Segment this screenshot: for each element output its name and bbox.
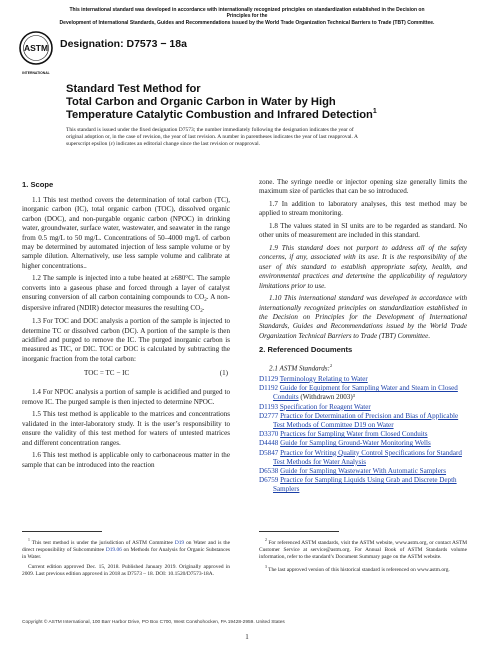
paragraph-1-1: 1.1 This test method covers the determination of total carbon (TC), inorganic carbon (IC), total organic carbon (TOC), dissolved organic carbon (DOC), and non-purgable organic carbon (NPOC) in drinking water, groundwater, surface water, wastewater, and seawater in the range from 0.5 mg/L to 50 mg/L. Concentrations of 50–4000 mg/L of carbon may be determined by automated injection of less sample volume or by sample dilution. Alternatively, use less sample volume and calibrate at higher concentrations..	[22, 196, 230, 270]
designation-note-line-3: superscript epsilon (ε) indicates an editorial change since the last revision or reapproval.	[66, 141, 260, 148]
footnote-divider	[22, 531, 102, 532]
standard-code[interactable]: D6538	[259, 467, 279, 476]
co2-subscript: 2	[200, 308, 203, 314]
footnote-marker: 1	[28, 538, 30, 542]
footnote-1-text-c: on Methods for Analysis for Organic Substances in Water.	[22, 546, 230, 560]
paragraph-1-5: 1.5 This test method is applicable to the matrices and concentrations validated in the inter-laboratory study. It is the user’s responsibility to ensure the validity of this test method for waters of untested matrices and different concentration ranges.	[22, 410, 230, 447]
notice-line-1: This international standard was developed in accordance with internationally recognized principles on standardization established in the Decision on Principles for the	[69, 7, 425, 20]
footnote-marker: 3	[265, 564, 267, 569]
astm-standards-intro	[259, 361, 467, 374]
footnote-2-text: For referenced ASTM standards, visit the ASTM website, www.astm.org, or contact ASTM Customer Service at service@astm.org. For Annual Book of ASTM Standards volume information, refer to the standard’s Document Summary page on the ASTM website.	[259, 539, 467, 560]
standard-title-link[interactable]: Specification for Reagent Water	[279, 402, 371, 411]
committee-d19-link[interactable]: D19	[174, 539, 185, 546]
standard-code[interactable]: D1129	[259, 375, 279, 384]
logo-subtext: INTERNATIONAL	[22, 71, 50, 75]
standard-title-link[interactable]: Practice for Sampling Liquids Using Grab and Discrete Depth Samplers	[273, 476, 457, 494]
standard-code[interactable]: D1192	[259, 384, 279, 393]
title-line-3: Temperature Catalytic Combustion and Infrared Detection	[66, 109, 373, 122]
standard-code[interactable]: D1193	[259, 402, 279, 411]
standard-title-link[interactable]: Guide for Sampling Ground-Water Monitoring Wells	[280, 439, 431, 448]
left-column	[22, 178, 230, 473]
standard-title-link[interactable]: Practice for Writing Quality Control Specifications for Standard Test Methods for Water Analysis	[273, 448, 462, 466]
footnote-1-edition: Current edition approved Dec. 15, 2018. Published January 2019. Originally approved in 2009. Last previous edition approved in 2018 as D7573 – 18. DOI: 10.1520/D7573-18A.	[22, 563, 230, 577]
logo-text: ASTM	[23, 43, 49, 53]
paragraph-1-7: 1.7 In addition to laboratory analyses, this test method may be applied to stream monitoring.	[259, 200, 467, 218]
section-heading-scope: 1. Scope	[22, 180, 54, 189]
standard-title-link[interactable]: Terminology Relating to Water	[279, 375, 368, 384]
section-heading-referenced-documents: 2. Referenced Documents	[259, 345, 353, 355]
equation-text: TOC = TC − IC	[84, 369, 130, 378]
standard-code[interactable]: D5847	[259, 448, 279, 457]
astm-standards-intro-text: 2.1 ASTM Standards:	[269, 364, 330, 373]
standard-item[interactable]	[259, 439, 467, 448]
right-column	[259, 178, 467, 495]
document-title	[66, 83, 436, 123]
footnote-1	[22, 537, 230, 561]
footnote-2	[259, 537, 467, 561]
standard-title-link[interactable]: Guide for Equipment for Sampling Water and Steam in Closed Conduits	[273, 384, 458, 402]
footnote-3	[259, 564, 467, 574]
standard-title-link[interactable]: Practices for Sampling Water from Closed Conduits	[280, 430, 428, 439]
paragraph-1-8: 1.8 The values stated in SI units are to be regarded as standard. No other units of measurement are included in this standard.	[259, 222, 467, 240]
footnotes-left	[22, 537, 230, 581]
standard-title-link[interactable]: Guide for Sampling Wastewater With Automatic Samplers	[280, 467, 447, 476]
footnote-divider	[259, 531, 339, 532]
standard-withdrawn-note: (Withdrawn 2003)³	[298, 393, 355, 402]
standard-item[interactable]	[259, 375, 467, 384]
equation-1	[22, 369, 230, 381]
designation: Designation: D7573 − 18a	[60, 38, 187, 50]
copyright-line: Copyright © ASTM International, 100 Barr Harbor Drive, PO Box C700, West Conshohocken, PA 19428-2959. United States	[22, 620, 285, 625]
title-line-2: Total Carbon and Organic Carbon in Water by High	[66, 96, 336, 109]
standard-code[interactable]: D3370	[259, 430, 279, 439]
designation-note-line-2: original adoption or, in the case of revision, the year of last revision. A number in parentheses indicates the year of last reapproval. A	[66, 134, 358, 141]
paragraph-1-2-part-a: 1.2 The sample is injected into a tube heated at ≥680°C. The sample converts into a gaseous phase and forced through a layer of catalyst ensuring conversion of all carbon containing compounds to CO	[22, 274, 230, 302]
standard-item[interactable]	[259, 467, 467, 476]
paragraph-1-9: 1.9 This standard does not purport to address all of the safety concerns, if any, associated with its use. It is the responsibility of the user of this standard to establish appropriate safety, health, and environmental practices and determine the applicability of regulatory limitations prior to use.	[259, 244, 467, 290]
standards-list	[259, 375, 467, 495]
title-footnote-mark[interactable]: 1	[372, 107, 377, 115]
equation-number: (1)	[219, 369, 228, 378]
footnote-marker: 2	[265, 538, 267, 542]
title-line-1: Standard Test Method for	[66, 83, 201, 95]
footnote-1-text-a: This test method is under the jurisdiction of ASTM Committee	[31, 539, 175, 546]
paragraph-1-4: 1.4 For NPOC analysis a portion of sample is acidified and purged to remove IC. The purged sample is then injected to determine NPOC.	[22, 388, 230, 406]
standard-code[interactable]: D2777	[259, 411, 279, 420]
standard-item[interactable]	[259, 449, 467, 467]
subcommittee-d19-06-link[interactable]: D19.06	[105, 546, 122, 553]
paragraph-1-3: 1.3 For TOC and DOC analysis a portion of the sample is injected to determine TC or dissolved carbon (DC). A portion of the sample is then acidified and purged to remove the IC. The purged inorganic carbon is measured as TIC, or DIC. TOC or DOC is calculated by subtracting the inorganic fraction from the total carbon:	[22, 317, 230, 363]
footnote-3-text: The last approved version of this historical standard is referenced on www.astm.org.	[268, 566, 450, 573]
paragraph-1-2-part-c: .	[202, 303, 205, 312]
title-line-3-wrap	[66, 109, 436, 122]
page-number: 1	[245, 633, 249, 641]
standard-item[interactable]	[259, 476, 467, 494]
standard-item[interactable]	[259, 412, 467, 430]
standard-item[interactable]	[259, 384, 467, 402]
standard-code[interactable]: D4448	[259, 439, 279, 448]
astm-logo	[18, 30, 54, 88]
tbt-notice	[58, 7, 436, 26]
standard-item[interactable]	[259, 403, 467, 412]
designation-note-line-1: This standard is issued under the fixed designation D7573; the number immediately following the designation indicates the year of	[66, 127, 354, 133]
footnote-1-text-b: on Water and is the direct responsibility of Subcommittee	[22, 539, 230, 553]
designation-note	[66, 127, 436, 149]
astm-standards-footnote-mark[interactable]: 2	[329, 363, 333, 369]
paragraph-1-2	[22, 274, 230, 314]
standard-title-link[interactable]: Practice for Determination of Precision and Bias of Applicable Test Methods of Committee D19 on Water	[273, 411, 459, 430]
co2-subscript: 2	[204, 298, 207, 304]
footnotes-right	[259, 537, 467, 577]
standard-code[interactable]: D6759	[259, 476, 279, 485]
paragraph-1-10: 1.10 This international standard was developed in accordance with internationally recognized principles on standardization established in the Decision on Principles for the Development of International Standards, Guides and Recommendations issued by the World Trade Organization Technical Barriers to Trade (TBT) Committee.	[259, 294, 467, 340]
paragraph-1-6: 1.6 This test method is applicable only to carbonaceous matter in the sample that can be introduced into the reaction	[22, 451, 230, 469]
paragraph-1-2-part-b: . A non-dispersive infrared (NDIR) detector measures the resulting CO	[22, 293, 230, 312]
notice-line-2: Development of International Standards, Guides and Recommendations issued by the World Trade Organization Technical Barriers to Trade (TBT) Committee.	[59, 19, 435, 26]
paragraph-1-6-continued: zone. The syringe needle or injector opening size generally limits the maximum size of particles that can be so introduced.	[259, 178, 467, 196]
standard-item[interactable]	[259, 430, 467, 439]
